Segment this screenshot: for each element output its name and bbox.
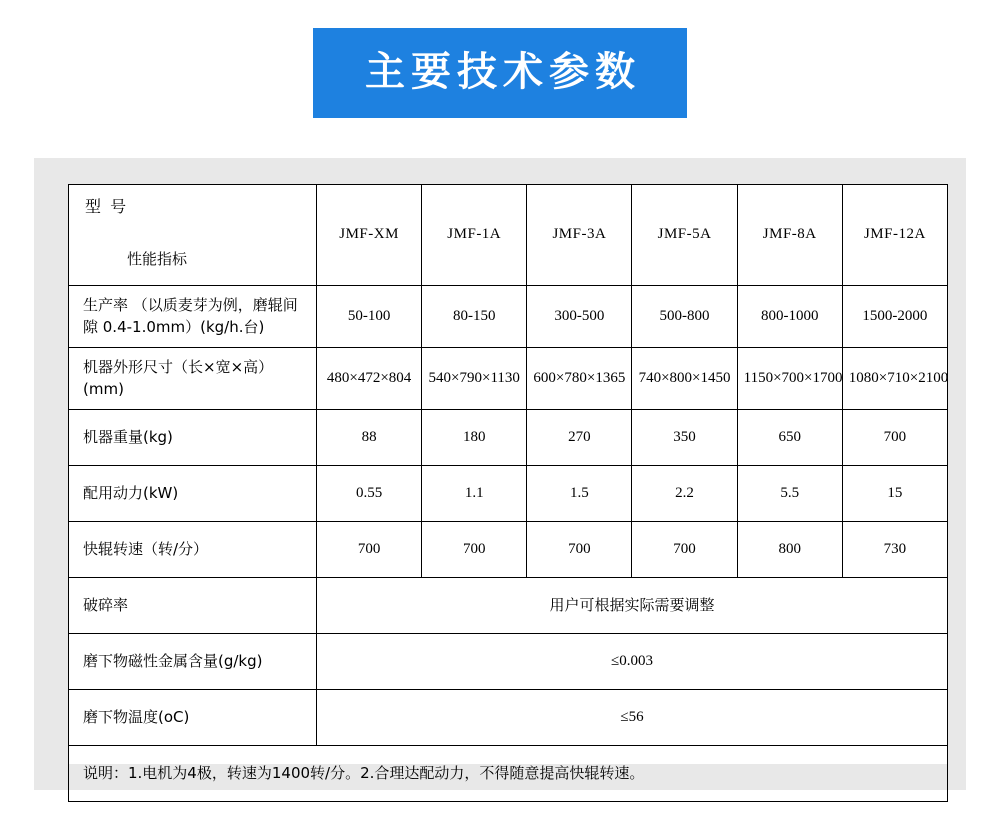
- table-cell: 1080×710×2100: [842, 348, 947, 410]
- table-row: [69, 634, 948, 690]
- specs-table: [68, 184, 948, 802]
- title-banner-wrapper: [0, 28, 1000, 118]
- model-header-cell: JMF-1A: [422, 185, 527, 286]
- table-frame-inner: [68, 184, 949, 782]
- table-row: [69, 578, 948, 634]
- table-cell: 600×780×1365: [527, 348, 632, 410]
- footer-note: 说明：1.电机为4极，转速为1400转/分。2.合理达配动力，不得随意提高快辊转速。: [69, 746, 948, 802]
- table-cell: 700: [422, 522, 527, 578]
- table-cell: 1.5: [527, 466, 632, 522]
- row-label: 磨下物磁性金属含量(g/kg): [69, 634, 317, 690]
- model-header-cell: JMF-12A: [842, 185, 947, 286]
- table-cell: 700: [317, 522, 422, 578]
- table-cell-merged: ≤56: [317, 690, 948, 746]
- table-cell: 300-500: [527, 286, 632, 348]
- table-cell: 540×790×1130: [422, 348, 527, 410]
- row-label: 破碎率: [69, 578, 317, 634]
- table-cell: 180: [422, 410, 527, 466]
- header-metric-label: 性能指标: [127, 250, 188, 269]
- table-cell: 730: [842, 522, 947, 578]
- table-row: [69, 286, 948, 348]
- table-cell: 5.5: [737, 466, 842, 522]
- table-cell: 1.1: [422, 466, 527, 522]
- table-footer-row: [69, 746, 948, 802]
- table-cell: 650: [737, 410, 842, 466]
- table-frame: [34, 158, 966, 790]
- table-header-row: [69, 185, 948, 286]
- row-label: 快辊转速（转/分）: [69, 522, 317, 578]
- row-label: 磨下物温度(oC): [69, 690, 317, 746]
- table-cell: 480×472×804: [317, 348, 422, 410]
- table-cell: 2.2: [632, 466, 737, 522]
- table-cell: 270: [527, 410, 632, 466]
- table-cell: 1500-2000: [842, 286, 947, 348]
- table-cell: 0.55: [317, 466, 422, 522]
- model-header-cell: JMF-5A: [632, 185, 737, 286]
- model-header-cell: JMF-XM: [317, 185, 422, 286]
- table-cell: 700: [527, 522, 632, 578]
- table-row: [69, 522, 948, 578]
- row-label: 生产率 （以质麦芽为例，磨辊间隙 0.4-1.0mm）(kg/h.台): [69, 286, 317, 348]
- table-cell: 15: [842, 466, 947, 522]
- table-row: [69, 410, 948, 466]
- table-cell: 500-800: [632, 286, 737, 348]
- table-cell: 88: [317, 410, 422, 466]
- table-cell: 700: [842, 410, 947, 466]
- table-cell: 1150×700×1700: [737, 348, 842, 410]
- table-row: [69, 466, 948, 522]
- table-cell: 800: [737, 522, 842, 578]
- table-cell-merged: ≤0.003: [317, 634, 948, 690]
- table-row: [69, 348, 948, 410]
- table-cell: 350: [632, 410, 737, 466]
- table-row: [69, 690, 948, 746]
- model-header-cell: JMF-8A: [737, 185, 842, 286]
- table-cell: 800-1000: [737, 286, 842, 348]
- row-label: 机器重量(kg): [69, 410, 317, 466]
- table-cell: 700: [632, 522, 737, 578]
- table-cell: 740×800×1450: [632, 348, 737, 410]
- table-cell: 80-150: [422, 286, 527, 348]
- page-title: 主要技术参数: [313, 28, 687, 118]
- table-cell-merged: 用户可根据实际需要调整: [317, 578, 948, 634]
- model-header-cell: JMF-3A: [527, 185, 632, 286]
- header-model-label: 型 号: [85, 197, 129, 216]
- row-label: 配用动力(kW): [69, 466, 317, 522]
- row-label: 机器外形尺寸（长×宽×高）(mm): [69, 348, 317, 410]
- table-cell: 50-100: [317, 286, 422, 348]
- header-corner-cell: [69, 185, 317, 286]
